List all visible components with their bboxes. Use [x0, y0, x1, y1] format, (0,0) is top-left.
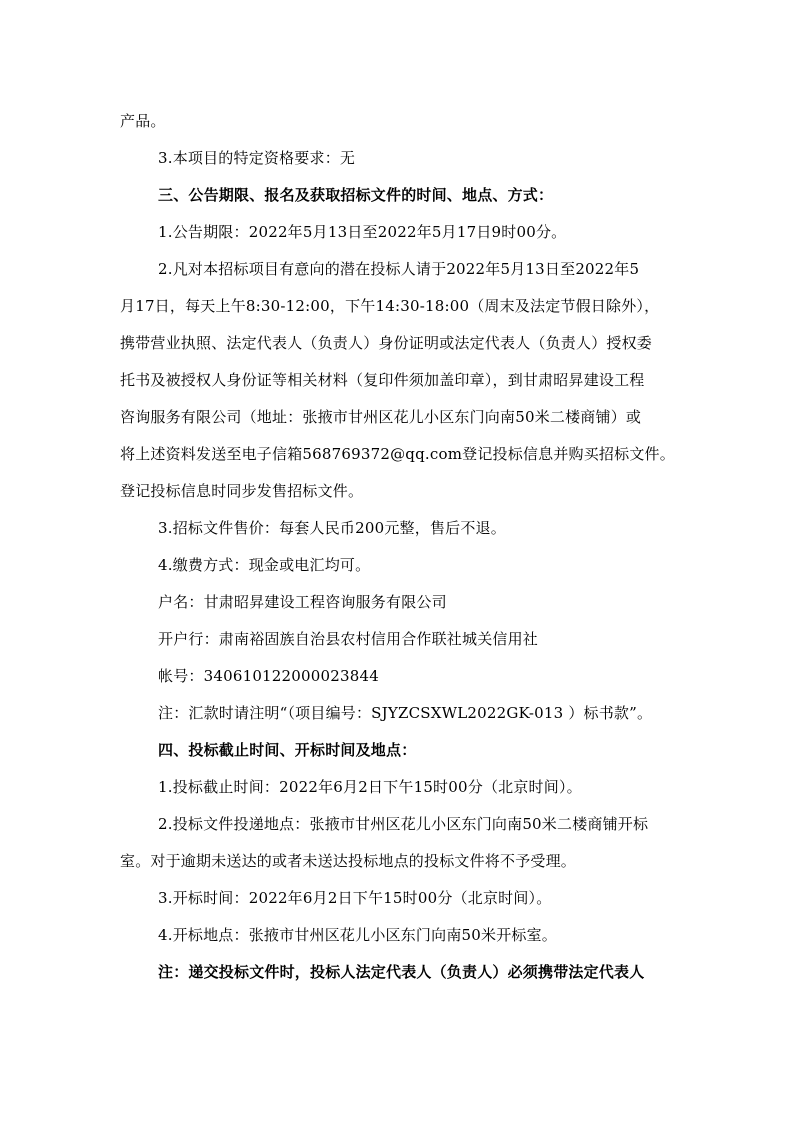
paragraph-line: 注：汇款时请注明“（项目编号：SJYZCSXWL2022GK-013 ）标书款”。: [158, 704, 653, 722]
paragraph-line: 咨询服务有限公司（地址：张掖市甘州区花儿小区东门向南50米二楼商铺）或: [120, 408, 642, 426]
paragraph-line: 帐号：340610122000023844: [158, 667, 379, 685]
paragraph-line: 3.开标时间：2022年6月2日下午15时00分（北京时间）。: [158, 889, 552, 907]
paragraph-line: 将上述资料发送至电子信箱568769372@qq.com登记投标信息并购买招标文件。: [120, 445, 675, 463]
paragraph-line: 1.投标截止时间：2022年6月2日下午15时00分（北京时间）。: [158, 778, 582, 796]
paragraph-line: 2.投标文件投递地点：张掖市甘州区花儿小区东门向南50米二楼商铺开标: [158, 815, 649, 833]
paragraph-line: 携带营业执照、法定代表人（负责人）身份证明或法定代表人（负责人）授权委: [120, 334, 653, 352]
paragraph-line: 登记投标信息时同步发售招标文件。: [120, 482, 364, 500]
paragraph-line: 3.招标文件售价：每套人民币200元整，售后不退。: [158, 519, 506, 537]
paragraph-line: 产品。: [120, 112, 166, 130]
section-heading: 四、投标截止时间、开标时间及地点：: [158, 741, 417, 759]
paragraph-line: 室。对于逾期未送达的或者未送达投标地点的投标文件将不予受理。: [120, 852, 577, 870]
paragraph-line: 3.本项目的特定资格要求：无: [158, 149, 356, 167]
note-line: 注：递交投标文件时，投标人法定代表人（负责人）必须携带法定代表人: [158, 963, 645, 981]
paragraph-line: 1.公告期限：2022年5月13日至2022年5月17日9时00分。: [158, 223, 567, 241]
paragraph-line: 4.缴费方式：现金或电汇均可。: [158, 556, 371, 574]
paragraph-line: 户名：甘肃昭昇建设工程咨询服务有限公司: [158, 593, 447, 611]
section-heading: 三、公告期限、报名及获取招标文件的时间、地点、方式：: [158, 186, 554, 204]
paragraph-line: 4.开标地点：张掖市甘州区花儿小区东门向南50米开标室。: [158, 926, 558, 944]
paragraph-line: 2.凡对本招标项目有意向的潜在投标人请于2022年5月13日至2022年5: [158, 260, 640, 278]
paragraph-line: 开户行：肃南裕固族自治县农村信用合作联社城关信用社: [158, 630, 539, 648]
paragraph-line: 月17日，每天上午8:30-12:00，下午14:30-18:00（周末及法定节假日除外），: [120, 297, 660, 315]
paragraph-line: 托书及被授权人身份证等相关材料（复印件须加盖印章），到甘肃昭昇建设工程: [120, 371, 645, 389]
